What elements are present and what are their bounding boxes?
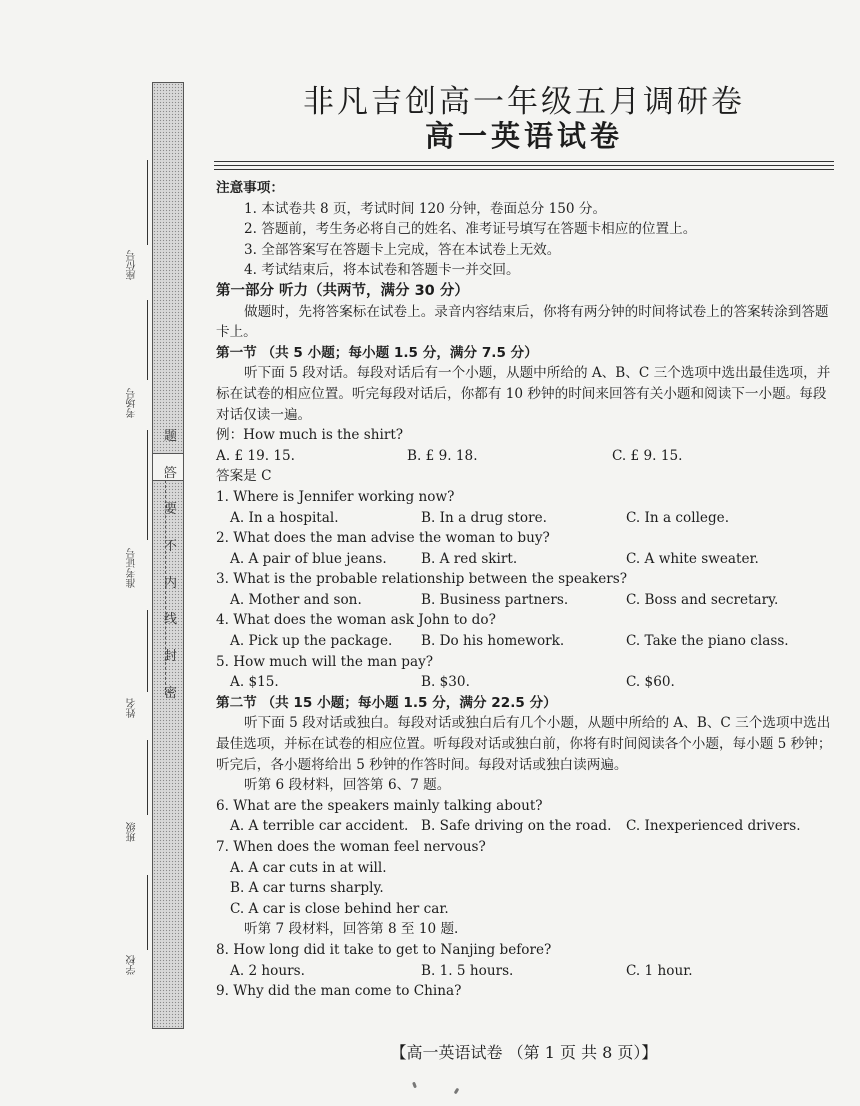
room-label: 考场号 [127,388,138,418]
seal-char: 要 [164,502,178,517]
part1-intro: 做题时，先将答案标在试卷上。录音内容结束后，你将有两分钟的时间将试卷上的答案转涂到答题卡上。 [216,303,829,341]
section1-intro: 听下面 5 段对话。每段对话后有一个小题，从题中所给的 A、B、C 三个选项中选出最佳选项，并标在试卷的相应位置。听完每段对话后，你都有 10 秒钟的时间来回答有关小题和阅读下一小题。每段对话仅读一遍。 [216,365,831,423]
material-6-note: 听第 6 段材料，回答第 6、7 题。 [244,777,451,794]
section2-heading: 第二节 （共 15 小题；每小题 1.5 分，满分 22.5 分） [216,694,557,711]
material-7-note: 听第 7 段材料，回答第 8 至 10 题. [244,921,459,938]
seal-char: 题 [164,429,178,444]
header-rule [214,165,834,166]
question-5: 5. How much will the man pay? [216,653,434,670]
option-b: B. Business partners. [421,591,569,608]
name-label: 姓名 [127,698,138,718]
name-line [147,610,148,692]
option-b: B. $30. [421,674,470,691]
option-b: B. Safe driving on the road. [421,818,612,835]
question-4: 4. What does the woman ask John to do? [216,612,496,629]
question-3: 3. What is the probable relationship between the speakers? [216,571,628,588]
example-answer: 答案是 C [216,468,272,485]
option-a: A. A car cuts in at will. [230,859,387,876]
option-c: C. A white sweater. [626,550,759,567]
option-c: C. Inexperienced drivers. [626,818,801,835]
question-5-options [216,672,832,693]
option-a: A. A pair of blue jeans. [230,550,387,567]
section2-intro: 听下面 5 段对话或独白。每段对话或独白后有几个小题，从题中所给的 A、B、C 三个选项中选出最佳选项，并标在试卷的相应位置。听每段对话或独白前，你将有时间阅读各个小题，每小题 5 秒钟；听完后，各小题将给出 5 秒钟的作答时间。每段对话或独白读两遍。 [216,715,832,773]
option-c: C. 1 hour. [626,962,693,979]
room-line [147,300,148,380]
question-8-options [216,961,832,982]
question-2: 2. What does the man advise the woman to buy? [216,530,550,547]
option-b: B. 1. 5 hours. [421,962,514,979]
seal-char: 不 [164,539,178,554]
question-1: 1. Where is Jennifer working now? [216,488,455,505]
option-c: C. £ 9. 15. [612,447,683,464]
seal-char: 线 [164,612,178,627]
class-line [147,740,148,815]
option-b: B. £ 9. 18. [407,447,478,464]
school-line [147,875,148,950]
option-a: A. £ 19. 15. [216,447,295,464]
page-subtitle: 高一英语试卷 [424,119,623,153]
option-a: A. 2 hours. [230,962,305,979]
seal-char: 答 [164,466,178,481]
notice-item: 2. 答题前，考生务必将自己的姓名、准考证号填写在答题卡相应的位置上。 [244,221,697,238]
question-7: 7. When does the woman feel nervous? [216,839,486,855]
notice-item: 3. 全部答案写在答题卡上完成，答在本试卷上无效。 [244,241,561,258]
question-2-options [216,549,832,570]
option-b: B. A red skirt. [421,550,518,567]
binding-strip [152,82,184,1029]
seal-char: 内 [164,576,178,591]
option-a: A. $15. [230,674,279,691]
option-b: B. In a drug store. [421,509,547,526]
question-3-options [216,590,832,611]
scan-speck [454,1088,460,1095]
notice-item: 1. 本试卷共 8 页，考试时间 120 分钟，卷面总分 150 分。 [244,200,607,217]
option-b: B. A car turns sharply. [230,880,384,897]
part1-heading: 第一部分 听力（共两节，满分 30 分） [216,282,469,299]
example-question: 例：How much is the shirt? [216,427,404,444]
seal-char: 封 [164,649,178,664]
page-footer: 【高一英语试卷 （第 1 页 共 8 页）】 [390,1043,658,1062]
ticket-line [147,430,148,540]
section1-heading: 第一节 （共 5 小题；每小题 1.5 分，满分 7.5 分） [216,344,538,361]
question-8: 8. How long did it take to get to Nanjing before? [216,941,552,958]
class-label: 班级 [127,822,138,842]
option-c: C. Take the piano class. [626,633,789,650]
option-a: A. Pick up the package. [230,633,393,650]
notice-item: 4. 考试结束后，将本试卷和答题卡一并交回。 [244,262,520,279]
option-c: C. In a college. [626,509,730,526]
seat-label: 座位号 [127,250,138,280]
question-4-options [216,631,832,652]
seat-line [147,160,148,245]
question-9: 9. Why did the man come to China? [216,983,462,1000]
question-6-options [216,816,832,837]
header-rule [214,161,834,162]
option-b: B. Do his homework. [421,633,565,650]
exam-content [216,178,832,1002]
school-label: 学校 [127,955,138,975]
seal-char: 密 [164,686,178,701]
option-a: A. In a hospital. [230,509,339,526]
ticket-label: 准考证号 [127,548,138,588]
scan-speck [412,1082,417,1089]
question-1-options [216,508,832,529]
example-options [216,446,832,467]
header-rule [214,169,834,170]
option-c: C. Boss and secretary. [626,591,779,608]
notice-heading: 注意事项： [216,180,284,196]
option-c: C. $60. [626,674,675,691]
option-a: A. Mother and son. [230,591,362,608]
page-title: 非凡吉创高一年级五月调研卷 [303,84,745,120]
option-a: A. A terrible car accident. [230,818,409,835]
question-6: 6. What are the speakers mainly talking about? [216,797,543,814]
option-c: C. A car is close behind her car. [230,900,449,917]
